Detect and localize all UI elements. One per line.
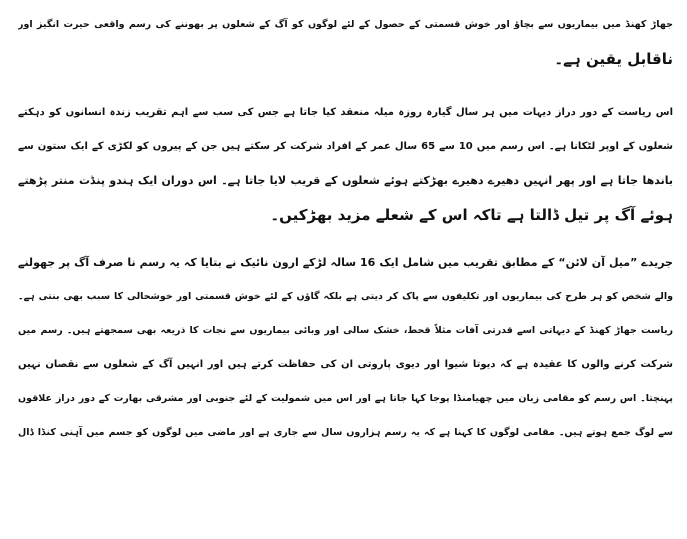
paragraph-line: شعلوں کے اوپر لٹکانا ہے۔ اس رسم میں 10 سے 65 سال عمر کے افراد شرکت کر سکتے ہیں جن کے پیروں کو لکڑی کے ایک ستون سے: [18, 141, 673, 152]
paragraph-line: سے لوگ جمع ہوتے ہیں۔ مقامی لوگوں کا کہنا ہے کہ یہ رسم ہزاروں سال سے جاری ہے اور ماضی میں لوگوں کو جسم میں آہنی کنڈا ڈال: [18, 427, 673, 438]
paragraph-report: [18, 246, 673, 450]
paragraph-line: شرکت کرنے والوں کا عقیدہ ہے کہ دیوتا شیوا اور دیوی پاروتی ان کی حفاظت کرتے ہیں اور انہیں آگ کے شعلوں سے نقصان نہیں: [18, 359, 673, 370]
paragraph-line: پہنچتا۔ اس رسم کو مقامی زبان میں چھیامنڈا پوجا کہا جاتا ہے اور اس میں شمولیت کے لئے جنوبی اور مشرقی بھارت کے دور دراز علاقوں: [18, 393, 673, 404]
paragraph-line: والے شخص کو ہر طرح کی بیماریوں اور تکلیفوں سے پاک کر دیتی ہے بلکہ گاؤں کے لئے خوش قسمتی اور خوشحالی کا سبب بھی بنتی ہے۔: [18, 291, 673, 302]
paragraph-line: باندھا جاتا ہے اور پھر انہیں دھیرے دھیرے بھڑکتے ہوئے شعلوں کے قریب لایا جاتا ہے۔ اس دوران ایک ہندو پنڈت منتر پڑھتے: [18, 174, 673, 187]
paragraph-line: ریاست جھاڑ کھنڈ کے دیہاتی اسے قدرتی آفات مثلاً قحط، خشک سالی اور وبائی بیماریوں سے نجات کا ذریعہ بھی سمجھتے ہیں۔ رسم میں: [18, 325, 673, 336]
paragraph-line: جھاڑ کھنڈ میں بیماریوں سے بچاؤ اور خوش قسمتی کے حصول کے لئے لوگوں کو آگ کے شعلوں پر بھوننے کی رسم واقعی حیرت انگیز اور: [18, 19, 673, 30]
paragraph-festival: [18, 96, 673, 232]
paragraph-line: اس ریاست کے دور دراز دیہات میں ہر سال گیارہ روزہ میلہ منعقد کیا جاتا ہے جس کی سب سے اہم تقریب زندہ انسانوں کو دہکتے: [18, 107, 673, 118]
paragraph-line: ناقابل یقین ہے۔: [554, 50, 673, 68]
paragraph-intro: [18, 8, 673, 76]
paragraph-gap: [18, 232, 673, 246]
paragraph-line: ہوئے آگ پر تیل ڈالتا ہے تاکہ اس کے شعلے مزید بھڑکیں۔: [270, 206, 673, 224]
paragraph-line: جریدے ”میل آن لائن“ کے مطابق تقریب میں شامل ایک 16 سالہ لڑکے ارون نائیک نے بتایا کہ یہ رسم نا صرف آگ پر جھولنے: [18, 256, 673, 269]
paragraph-gap: [18, 76, 673, 96]
